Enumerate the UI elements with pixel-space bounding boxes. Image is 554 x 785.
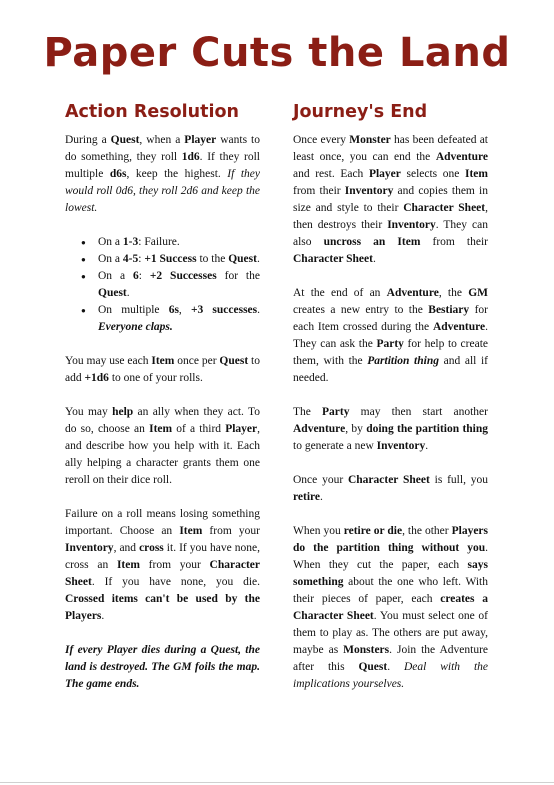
text-run: : Failure.	[138, 236, 180, 248]
text-run: The	[293, 406, 323, 418]
bold-text: Item	[151, 355, 175, 367]
text-run: . They can ask the	[293, 321, 488, 350]
text-run: has been defeated at least once, you can end the	[293, 134, 488, 163]
bold-text: Adventure	[432, 321, 486, 333]
section-heading-journeys-end: Journey's End	[293, 102, 428, 122]
text-run: , the	[438, 287, 469, 299]
text-run: . You must select one of them to play as. The others are put away, maybe as	[293, 610, 488, 656]
bold-text: If every Player dies during a Quest, the land is destroyed. The GM foils the map. The game ends.	[65, 644, 260, 690]
text-run: , by	[345, 423, 367, 435]
text-run: . Join the Adventure after this	[293, 644, 488, 673]
text-run: Failure on a roll means losing something important. Choose an	[65, 508, 260, 537]
bold-text: Partition thing	[367, 355, 439, 367]
bold-text: Inventory	[387, 219, 436, 231]
bold-text: help	[112, 406, 134, 418]
bold-text: +3 successes	[190, 304, 258, 316]
text-run: and rest. Each	[293, 168, 369, 180]
bold-text: Party	[322, 406, 350, 418]
paragraph	[293, 472, 488, 506]
bold-text: creates a Character Sheet	[293, 593, 488, 622]
text-run: . They can also	[293, 219, 488, 248]
text-run: Once your	[293, 474, 348, 486]
bold-text: Character Sheet	[347, 474, 430, 486]
text-run: to one of your rolls.	[108, 372, 203, 384]
text-run: for the	[216, 270, 260, 282]
right-column	[293, 100, 488, 710]
paragraph	[65, 353, 260, 387]
text-run: from their	[420, 236, 488, 248]
text-run: it. If you have none, cross an	[65, 542, 260, 571]
text-run: . When they cut the paper, each	[293, 542, 488, 571]
bold-text: +1d6	[84, 372, 109, 384]
text-run: , then destroys their	[293, 202, 488, 231]
text-run: to generate a new	[293, 440, 377, 452]
bold-text: says something	[293, 559, 488, 588]
text-run: . If you have none, you die.	[91, 576, 260, 588]
paragraph	[65, 506, 260, 625]
bold-text: 1-3	[122, 236, 139, 248]
bold-text: Quest	[110, 134, 140, 146]
bold-text: Inventory	[65, 542, 114, 554]
text-run: and all if needed.	[293, 355, 489, 384]
text-run: On a	[98, 236, 123, 248]
text-run: You may	[65, 406, 113, 418]
left-column	[65, 100, 260, 710]
bold-text: 6	[132, 270, 139, 282]
bold-text: Bestiary	[428, 304, 470, 316]
text-run: At the end of an	[293, 287, 387, 299]
section-heading-action-resolution: Action Resolution	[65, 102, 239, 122]
text-run: ,	[178, 304, 191, 316]
text-run: wants to do something, they roll	[65, 134, 260, 163]
text-run: to add	[65, 355, 260, 384]
text-run: to the	[196, 253, 229, 265]
bold-text: 1d6	[181, 151, 200, 163]
bold-text: uncross an Item	[323, 236, 421, 248]
bold-text: +2 Successes	[149, 270, 217, 282]
bold-text: Inventory	[376, 440, 426, 452]
text-run: an ally when they act. To do so, choose an	[65, 406, 260, 435]
bold-text: Everyone claps.	[98, 321, 173, 333]
text-run: may then start another	[349, 406, 488, 418]
paragraph	[65, 132, 260, 217]
bold-text: retire or die	[343, 525, 403, 537]
bold-text: doing the partition thing	[366, 423, 489, 435]
bold-text: 4-5	[122, 253, 139, 265]
bold-text: Adventure	[386, 287, 439, 299]
text-run: You may use each	[65, 355, 152, 367]
text-run: from your	[202, 525, 260, 537]
bold-text: Player	[184, 134, 217, 146]
text-run: about the one who left. With their pieces of paper, each	[293, 576, 488, 605]
list-item	[98, 302, 260, 336]
bold-text: Quest	[98, 287, 127, 299]
paragraph	[293, 285, 488, 387]
bold-text: Item	[179, 525, 203, 537]
text-run: When you	[293, 525, 344, 537]
text-run: from your	[139, 559, 210, 571]
text-run: for help to create them, with the	[293, 338, 488, 367]
text-run: .	[256, 253, 260, 265]
text-run: On multiple	[98, 304, 169, 316]
bold-text: Monsters	[343, 644, 390, 656]
text-run: . If they roll multiple	[65, 151, 260, 180]
bold-text: Crossed items can't be used by the Players	[65, 593, 260, 622]
text-run: .	[372, 253, 376, 265]
bold-text: do the partition thing without you	[293, 542, 486, 554]
paragraph	[293, 132, 488, 268]
bold-text: Item	[149, 423, 173, 435]
bold-text: Quest	[219, 355, 249, 367]
page-title: Paper Cuts the Land	[43, 30, 511, 76]
text-run: for each Item crossed during the	[293, 304, 488, 333]
text-run: .	[101, 610, 105, 622]
text-run: , keep the highest.	[126, 168, 228, 180]
bold-text: d6s	[109, 168, 127, 180]
bold-text: Quest	[358, 661, 388, 673]
bold-text: GM	[468, 287, 488, 299]
bold-text: Players	[451, 525, 488, 537]
text-run: of a third	[172, 423, 226, 435]
text-run: , the other	[402, 525, 452, 537]
bold-text: Adventure	[293, 423, 346, 435]
text-run: , and describe how you help with it. Each ally helping a character grants them one reroll on their dice roll.	[65, 423, 261, 486]
bold-text: Quest	[228, 253, 257, 265]
list-item	[98, 268, 260, 302]
text-run: is full, you	[429, 474, 488, 486]
text-run: :	[138, 270, 150, 282]
text-run: , when a	[139, 134, 185, 146]
text-run: .	[425, 440, 429, 452]
page-bottom-divider	[0, 782, 554, 783]
text-run: On a	[98, 253, 123, 265]
text-run: Once every	[293, 134, 350, 146]
paragraph	[65, 404, 260, 489]
bold-text: Player	[225, 423, 258, 435]
bold-text: Item	[465, 168, 488, 180]
dice-result-list	[65, 234, 260, 336]
bold-text: +1 Success	[144, 253, 197, 265]
italic-text: Deal with the implications yourselves.	[293, 661, 489, 690]
bold-text: Item	[116, 559, 140, 571]
italic-text: If they would roll 0d6, they roll 2d6 and keep the lowest.	[65, 168, 260, 214]
text-run: :	[138, 253, 145, 265]
bold-text: Party	[376, 338, 404, 350]
text-run: .	[387, 661, 404, 673]
bold-text: Inventory	[344, 185, 394, 197]
text-run: once per	[174, 355, 220, 367]
bold-text: Adventure	[435, 151, 488, 163]
text-run: .	[257, 304, 260, 316]
bold-text: Monster	[349, 134, 391, 146]
text-run: During a	[65, 134, 111, 146]
bold-text: cross	[139, 542, 164, 554]
text-run: from their	[293, 185, 345, 197]
bold-text: retire	[293, 491, 321, 503]
paragraph	[65, 642, 260, 693]
text-run: creates a new entry to the	[293, 304, 429, 316]
text-run: .	[320, 491, 323, 503]
list-item	[98, 234, 260, 251]
bold-text: Player	[368, 168, 401, 180]
bold-text: 6s	[168, 304, 179, 316]
bold-text: Character Sheet	[293, 253, 373, 265]
list-item	[98, 251, 260, 268]
text-run: On a	[98, 270, 133, 282]
text-run: and copies them in size and style to their	[293, 185, 488, 214]
bold-text: Character Sheet	[65, 559, 260, 588]
text-run: , and	[113, 542, 140, 554]
paragraph	[293, 404, 488, 455]
text-run: selects one	[400, 168, 465, 180]
text-run: .	[126, 287, 130, 299]
bold-text: Character Sheet	[403, 202, 486, 214]
paragraph	[293, 523, 488, 693]
